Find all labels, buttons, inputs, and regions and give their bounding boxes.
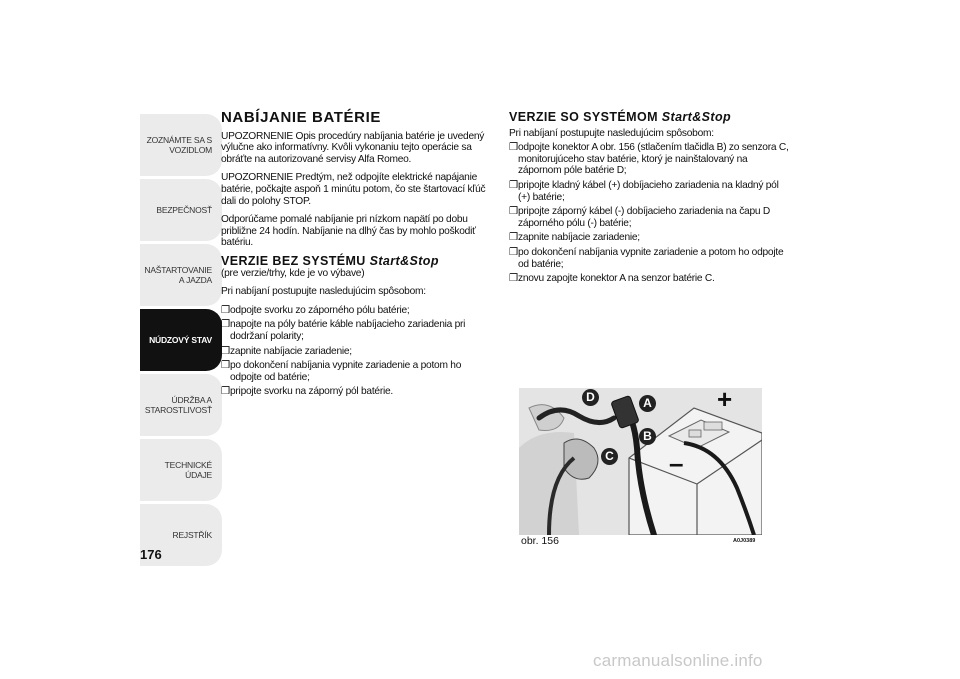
list-item-text: pripojte svorku na záporný pól batérie.: [230, 386, 393, 398]
callout-c: [601, 448, 618, 465]
recommendation-paragraph: Odporúčame pomalé nabíjanie pri nízkom napätí po dobu približne 24 hodín. Nabíjanie na dlhý čas by mohlo poškodiť batériu.: [221, 214, 476, 249]
battery-cell-cap: [704, 422, 722, 430]
list-item-text: pripojte kladný kábel (+) dobíjacieho zariadenia na kladný pól (+) batérie;: [518, 179, 779, 203]
warning-paragraph: UPOZORNENIE Predtým, než odpojíte elektrické napájanie batérie, počkajte aspoň 1 minútu potom, čo ste štartovací kľúč dali do polohy STOP.: [221, 172, 486, 207]
list-item: [509, 247, 789, 270]
chapter-tab-safety[interactable]: [140, 179, 222, 241]
checkbox-bullet-icon: ❒: [509, 142, 518, 154]
page-number: 176: [140, 547, 162, 562]
list-item-text: napojte na póly batérie káble nabíjacieho zariadenia pri dodržaní polarity;: [230, 319, 466, 342]
list-item: [221, 346, 493, 358]
checkbox-bullet-icon: ❒: [221, 386, 230, 398]
chapter-tab-label: NAŠTARTOVANIE A JAZDA: [144, 265, 212, 285]
procedure-intro: Pri nabíjaní postupujte nasledujúcim spôsobom:: [221, 286, 426, 298]
list-item-text: odpojte svorku zo záporného pólu batérie;: [230, 304, 410, 316]
list-item: [509, 232, 789, 244]
callout-label: C: [605, 449, 614, 463]
chapter-tab-starting[interactable]: [140, 244, 222, 306]
figure-caption: obr. 156: [521, 535, 559, 547]
battery-cell-cap: [689, 430, 701, 437]
chapter-tab-vehicle[interactable]: [140, 114, 222, 176]
section-title-italic: Start&Stop: [369, 253, 439, 268]
section-title-text: VERZIE BEZ SYSTÉMU: [221, 253, 370, 268]
list-item: [221, 319, 493, 342]
list-item: [509, 273, 789, 285]
checkbox-bullet-icon: ❒: [509, 179, 518, 191]
chapter-tab-label: ZOZNÁMTE SA S VOZIDLOM: [146, 135, 212, 155]
callout-d: [582, 389, 599, 406]
section-title: [221, 253, 493, 268]
chapter-sidebar: [140, 114, 222, 569]
list-item: [221, 360, 493, 383]
checkbox-bullet-icon: ❒: [509, 246, 518, 258]
chapter-tab-label: ÚDRŽBA A STAROSTLIVOSŤ: [144, 395, 212, 415]
list-item-text: zapnite nabíjacie zariadenie;: [230, 345, 352, 357]
chapter-tab-maintenance[interactable]: [140, 374, 222, 436]
list-item: [509, 180, 789, 203]
list-item: [509, 206, 789, 229]
chapter-tab-emergency[interactable]: [140, 309, 222, 371]
chapter-tab-label: TECHNICKÉ ÚDAJE: [164, 460, 212, 480]
chapter-tab-label: BEZPEČNOSŤ: [156, 205, 212, 215]
list-item: [509, 142, 789, 177]
list-item-text: po dokončení nabíjania vypnite zariadenie a potom ho odpojte od batérie;: [518, 246, 784, 270]
right-column: [509, 112, 789, 288]
list-item: [221, 386, 493, 398]
checkbox-bullet-icon: ❒: [221, 319, 230, 331]
chapter-tab-label: REJSTŘÍK: [172, 530, 212, 540]
list-item-text: znovu zapojte konektor A na senzor batérie C.: [518, 273, 715, 285]
chapter-tab-technical[interactable]: [140, 439, 222, 501]
callout-a: [639, 395, 656, 412]
callout-b: [639, 428, 656, 445]
checkbox-bullet-icon: ❒: [221, 345, 230, 357]
list-item-text: po dokončení nabíjania vypnite zariadenie a potom ho odpojte od batérie;: [230, 360, 462, 383]
callout-label: D: [586, 390, 595, 404]
list-item-text: pripojte záporný kábel (-) dobíjacieho zariadenia na čapu D záporného pólu (-) batérie;: [518, 206, 770, 229]
figure-code: A0J0389: [733, 538, 756, 544]
callout-label: B: [643, 429, 652, 443]
minus-symbol: –: [669, 448, 684, 478]
plus-symbol: +: [717, 388, 733, 414]
list-item-text: zapnite nabíjacie zariadenie;: [518, 232, 640, 244]
list-item: [221, 305, 493, 317]
page-title: NABÍJANIE BATÉRIE: [221, 109, 381, 126]
chapter-tab-label: NÚDZOVÝ STAV: [149, 335, 212, 345]
procedure-list: [221, 305, 493, 398]
checkbox-bullet-icon: ❒: [509, 273, 518, 285]
list-item-text: odpojte konektor A obr. 156 (stlačením tlačidla B) zo senzora C, monitorujúceho stav batérie, ktorý je nainštalovaný na zápornom póle batérie D;: [518, 142, 789, 177]
checkbox-bullet-icon: ❒: [221, 304, 230, 316]
procedure-intro: Pri nabíjaní postupujte nasledujúcim spôsobom:: [509, 127, 714, 139]
left-column: [221, 109, 493, 401]
checkbox-bullet-icon: ❒: [509, 206, 518, 218]
checkbox-bullet-icon: ❒: [509, 232, 518, 244]
section-title-italic: Start&Stop: [661, 110, 732, 124]
checkbox-bullet-icon: ❒: [221, 360, 230, 372]
section-title: [509, 112, 789, 124]
section-title-text: VERZIE SO SYSTÉMOM: [509, 110, 662, 124]
watermark: carmanualsonline.info: [593, 651, 763, 670]
procedure-list: [509, 142, 789, 285]
battery-figure: [519, 388, 762, 535]
callout-label: A: [643, 396, 652, 410]
section-subtitle: (pre verzie/trhy, kde je vo výbave): [221, 267, 365, 279]
warning-paragraph: UPOZORNENIE Opis procedúry nabíjania batérie je uvedený výlučne ako informatívny. Kvôli vykonaniu tejto operácie sa obráťte na autorizované servisy Alfa Romeo.: [221, 130, 485, 165]
